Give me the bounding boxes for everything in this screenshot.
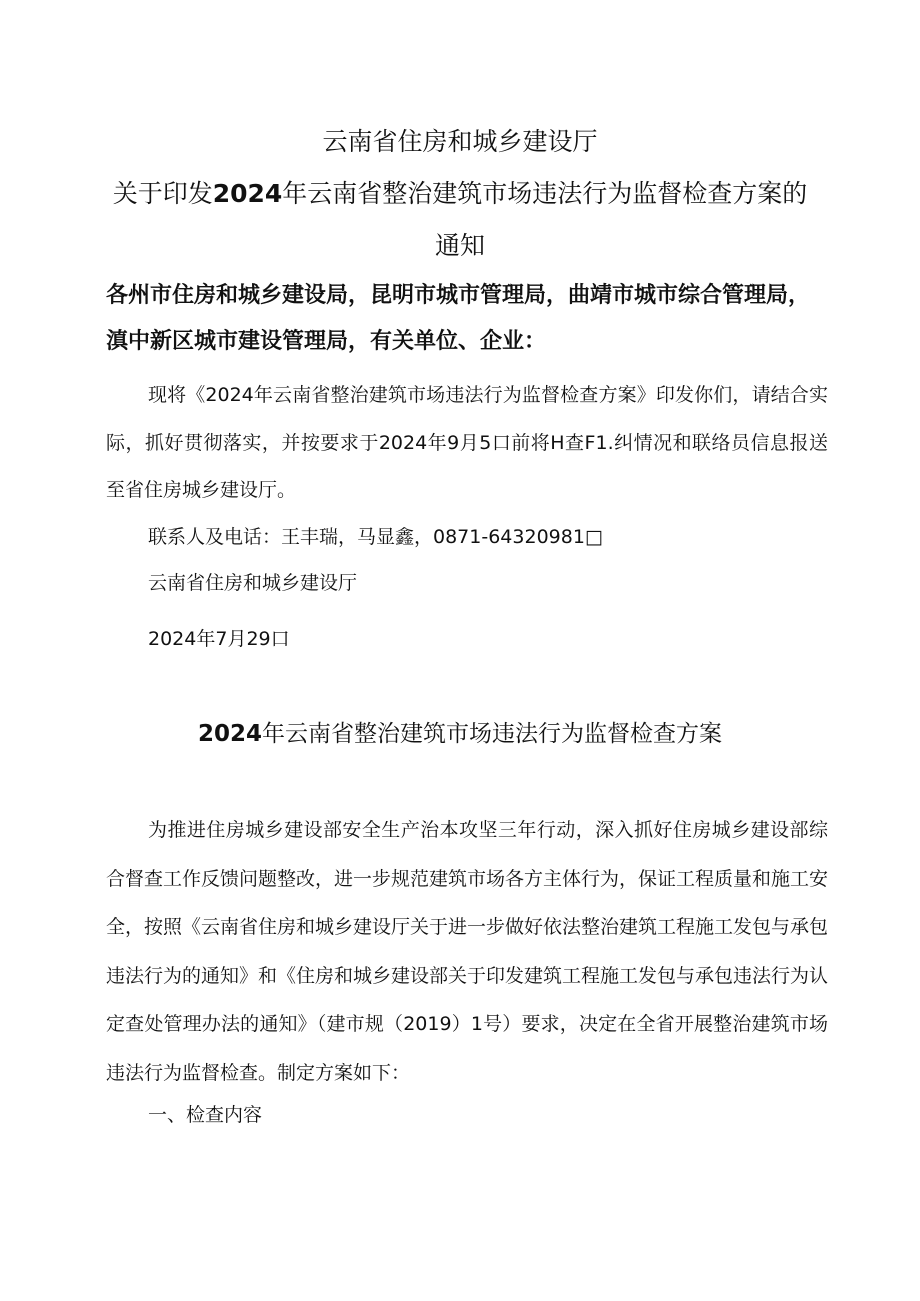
plan-intro: 为推进住房城乡建设部安全生产治本攻坚三年行动，深入抓好住房城乡建设部综合督查工作反馈问题整改，进一步规范建筑市场各方主体行为，保证工程质量和施工安全，按照《云南省住房和城乡建设厅关于进一步做好依法整治建筑工程施工发包与承包违法行为的通知》和《住房和城乡建设部关于印发建筑工程施工发包与承包违法行为认定查处管理办法的通知》（建市规（2019）1号）要求，决定在全省开展整治建筑市场违法行为监督检查。制定方案如下：: [106, 819, 829, 1084]
title-issuer: [60, 122, 860, 162]
contact-info: 联系人及电话：王丰瑞，马显鑫，0871-64320981□: [148, 526, 603, 548]
addressee: 各州市住房和城乡建设局，昆明市城市管理局，曲靖市城市综合管理局，滇中新区城市建设管理局，有关单位、企业：: [106, 283, 811, 354]
plan-title-suffix: 年云南省整治建筑市场违法行为监督检查方案: [262, 721, 722, 747]
title-line2-year: 2024: [212, 179, 283, 208]
issuer-signature: 云南省住房和城乡建设厅: [148, 572, 358, 594]
title-subject: [60, 174, 860, 214]
title-line1: 云南省住房和城乡建设厅: [322, 127, 598, 156]
notice-body: 现将《2024年云南省整治建筑市场违法行为监督检查方案》印发你们，请结合实际，抓好贯彻落实，并按要求于2024年9月5口前将H查F1.纠情况和联络员信息报送至省住房城乡建设厅。: [106, 384, 828, 501]
title-notice: [60, 226, 860, 266]
section-heading-1: 一、检查内容: [148, 1104, 263, 1126]
title-line2-suffix: 年云南省整治建筑市场违法行为监督检查方案的: [282, 179, 808, 208]
plan-title-year: 2024: [197, 721, 262, 747]
plan-title: [60, 714, 860, 754]
title-line3: 通知: [434, 231, 485, 260]
title-line2-prefix: 关于印发: [112, 179, 213, 208]
issue-date: 2024年7月29口: [148, 628, 290, 650]
